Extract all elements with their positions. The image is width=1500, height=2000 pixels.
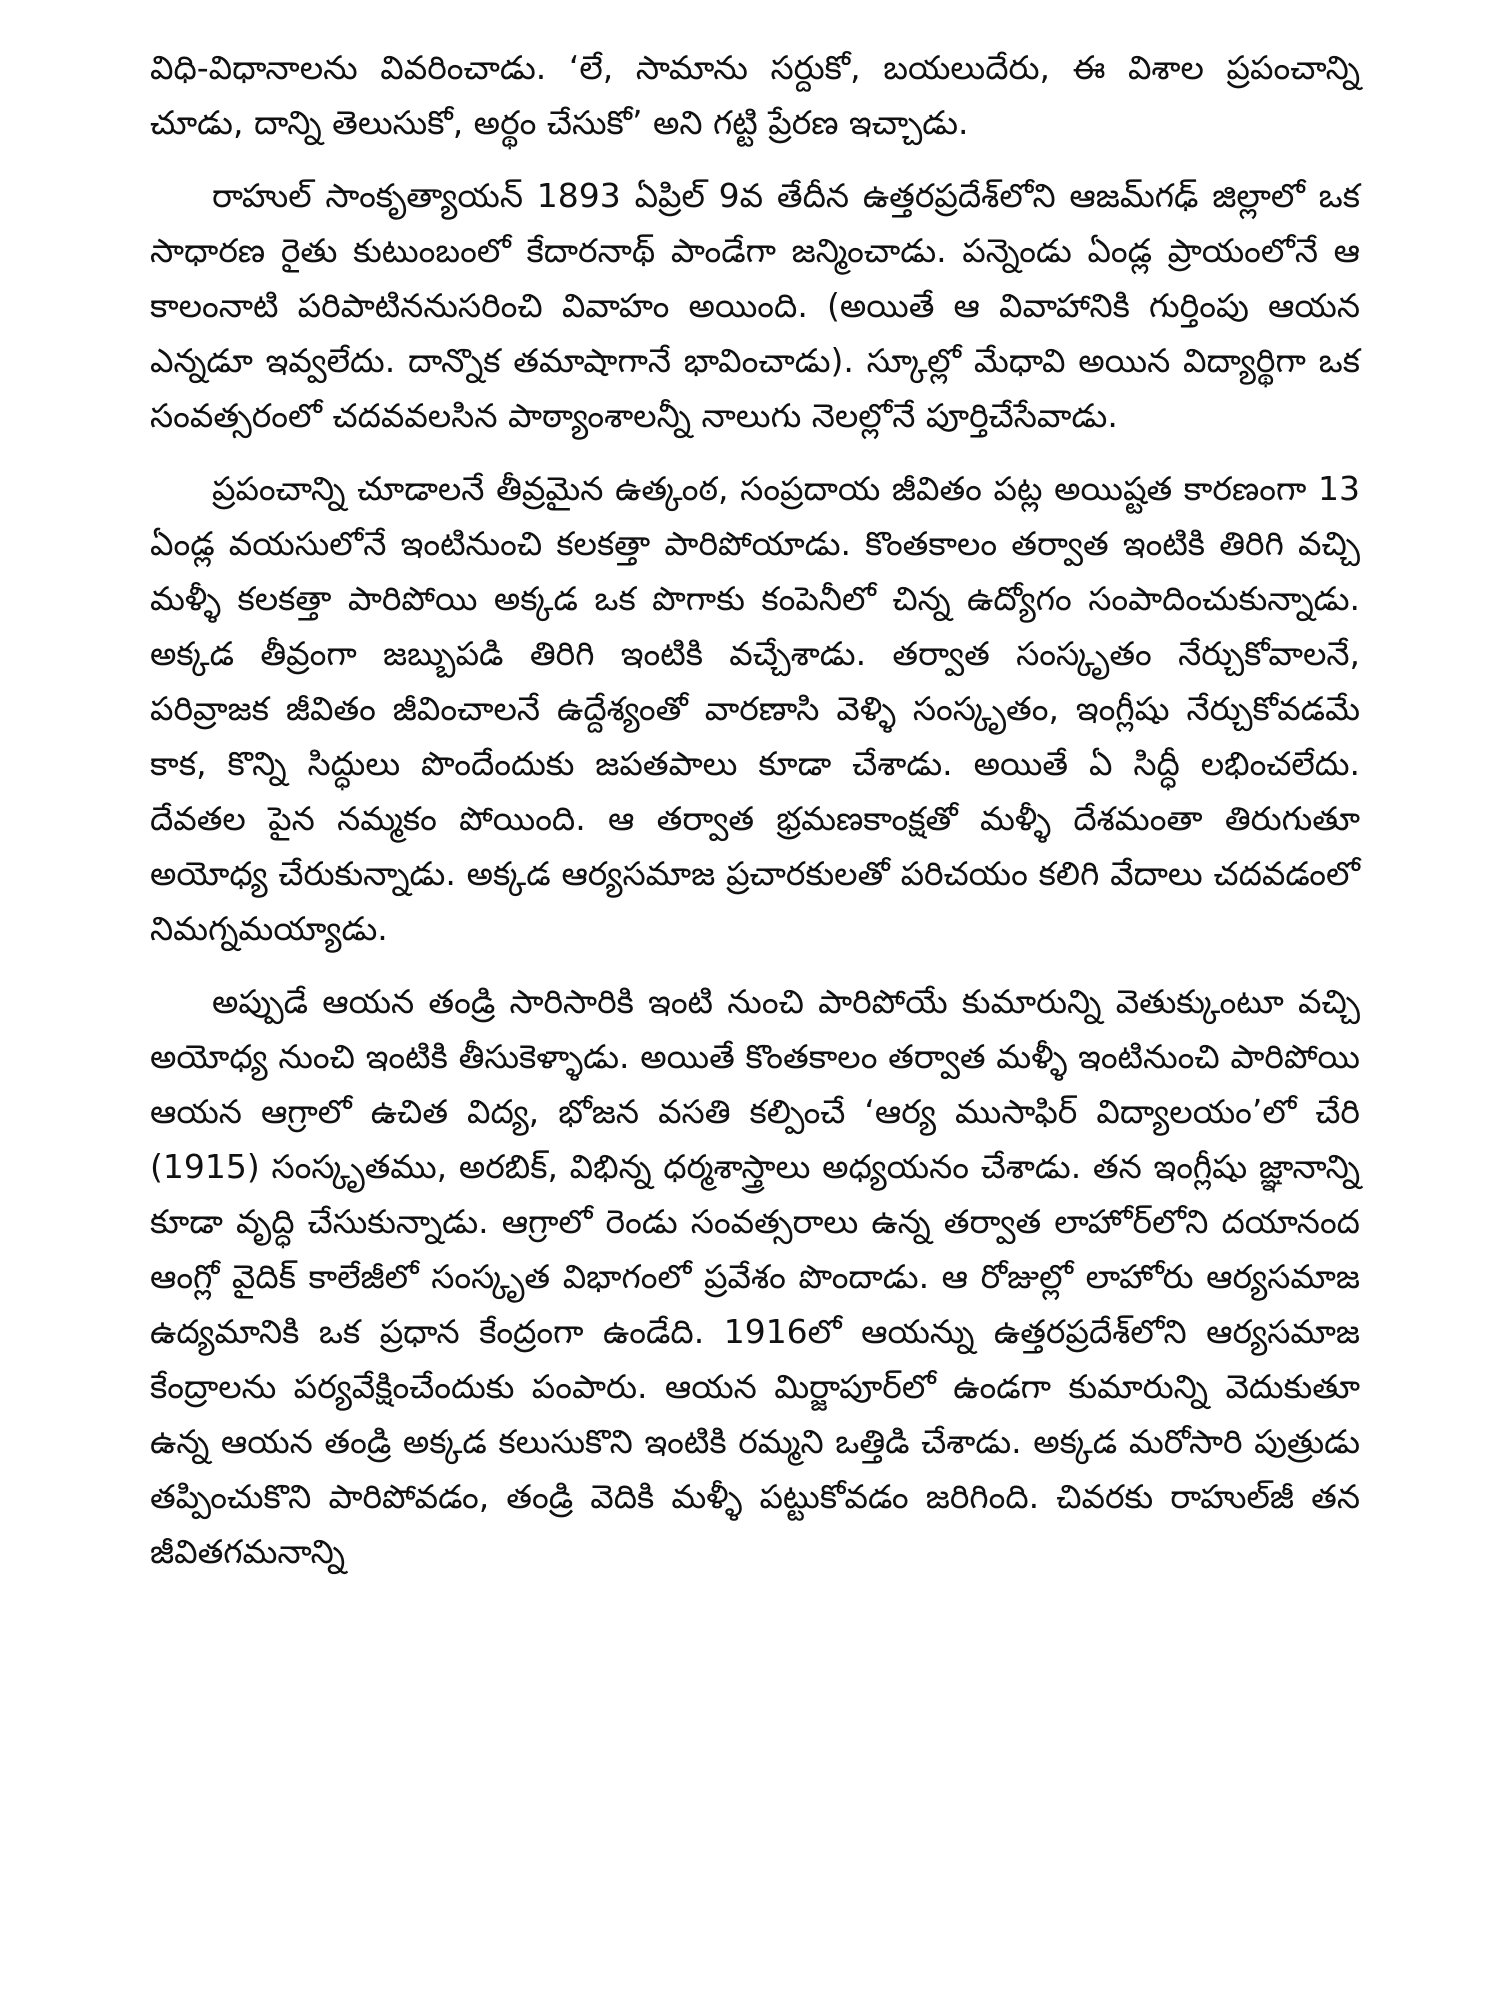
document-page (150, 40, 1360, 1579)
paragraph-gap (150, 443, 1360, 461)
paragraph-2: రాహుల్ సాంకృత్యాయన్ 1893 ఏప్రిల్ 9వ తేదీన ఉత్తరప్రదేశ్‌లోని ఆజమ్‌గఢ్ జిల్లాలో ఒక సాధారణ రైతు కుటుంబంలో కేదారనాథ్ పాండేగా జన్మించాడు. పన్నెండు ఏండ్ల ప్రాయంలోనే ఆ కాలంనాటి పరిపాటిననుసరించి వివాహం అయింది. (అయితే ఆ వివాహానికి గుర్తింపు ఆయన ఎన్నడూ ఇవ్వలేదు. దాన్నొక తమాషాగానే భావించాడు). స్కూల్లో మేధావి అయిన విద్యార్థిగా ఒక సంవత్సరంలో చదవవలసిన పాఠ్యాంశాలన్నీ నాలుగు నెలల్లోనే పూర్తిచేసేవాడు. (150, 176, 1360, 435)
paragraph-1: విధి-విధానాలను వివరించాడు. ‘లే, సామాను సర్దుకో, బయలుదేరు, ఈ విశాల ప్రపంచాన్ని చూడు, దాన్ని తెలుసుకో, అర్థం చేసుకో’ అని గట్టి ప్రేరణ ఇచ్చాడు. (150, 48, 1360, 142)
paragraph-gap (150, 956, 1360, 974)
paragraph-3: ప్రపంచాన్ని చూడాలనే తీవ్రమైన ఉత్కంఠ, సంప్రదాయ జీవితం పట్ల అయిష్టత కారణంగా 13 ఏండ్ల వయసులోనే ఇంటినుంచి కలకత్తా పారిపోయాడు. కొంతకాలం తర్వాత ఇంటికి తిరిగి వచ్చి మళ్ళీ కలకత్తా పారిపోయి అక్కడ ఒక పొగాకు కంపెనీలో చిన్న ఉద్యోగం సంపాదించుకున్నాడు. అక్కడ తీవ్రంగా జబ్బుపడి తిరిగి ఇంటికి వచ్చేశాడు. తర్వాత సంస్కృతం నేర్చుకోవాలనే, పరివ్రాజక జీవితం జీవించాలనే ఉద్దేశ్యంతో వారణాసి వెళ్ళి సంస్కృతం, ఇంగ్లీషు నేర్చుకోవడమే కాక, కొన్ని సిద్ధులు పొందేందుకు జపతపాలు కూడా చేశాడు. అయితే ఏ సిద్ధీ లభించలేదు. దేవతల పైన నమ్మకం పోయింది. ఆ తర్వాత భ్రమణకాంక్షతో మళ్ళీ దేశమంతా తిరుగుతూ అయోధ్య చేరుకున్నాడు. అక్కడ ఆర్యసమాజ ప్రచారకులతో పరిచయం కలిగి వేదాలు చదవడంలో నిమగ్నమయ్యాడు. (150, 469, 1360, 948)
paragraph-gap (150, 150, 1360, 168)
paragraph-4: అప్పుడే ఆయన తండ్రి సారిసారికి ఇంటి నుంచి పారిపోయే కుమారున్ని వెతుక్కుంటూ వచ్చి అయోధ్య నుంచి ఇంటికి తీసుకెళ్ళాడు. అయితే కొంతకాలం తర్వాత మళ్ళీ ఇంటినుంచి పారిపోయి ఆయన ఆగ్రాలో ఉచిత విద్య, భోజన వసతి కల్పించే ‘ఆర్య ముసాఫిర్ విద్యాలయం’లో చేరి (1915) సంస్కృతము, అరబిక్, విభిన్న ధర్మశాస్త్రాలు అధ్యయనం చేశాడు. తన ఇంగ్లీషు జ్ఞానాన్ని కూడా వృద్ధి చేసుకున్నాడు. ఆగ్రాలో రెండు సంవత్సరాలు ఉన్న తర్వాత లాహోర్‌లోని దయానంద ఆంగ్లో వైదిక్ కాలేజీలో సంస్కృత విభాగంలో ప్రవేశం పొందాడు. ఆ రోజుల్లో లాహోరు ఆర్యసమాజ ఉద్యమానికి ఒక ప్రధాన కేంద్రంగా ఉండేది. 1916లో ఆయన్ను ఉత్తరప్రదేశ్‌లోని ఆర్యసమాజ కేంద్రాలను పర్యవేక్షించేందుకు పంపారు. ఆయన మిర్జాపూర్‌లో ఉండగా కుమారున్ని వెదుకుతూ ఉన్న ఆయన తండ్రి అక్కడ కలుసుకొని ఇంటికి రమ్మని ఒత్తిడి చేశాడు. అక్కడ మరోసారి పుత్రుడు తప్పించుకొని పారిపోవడం, తండ్రి వెదికి మళ్ళీ పట్టుకోవడం జరిగింది. చివరకు రాహుల్‌జీ తన జీవితగమనాన్ని (150, 982, 1360, 1571)
